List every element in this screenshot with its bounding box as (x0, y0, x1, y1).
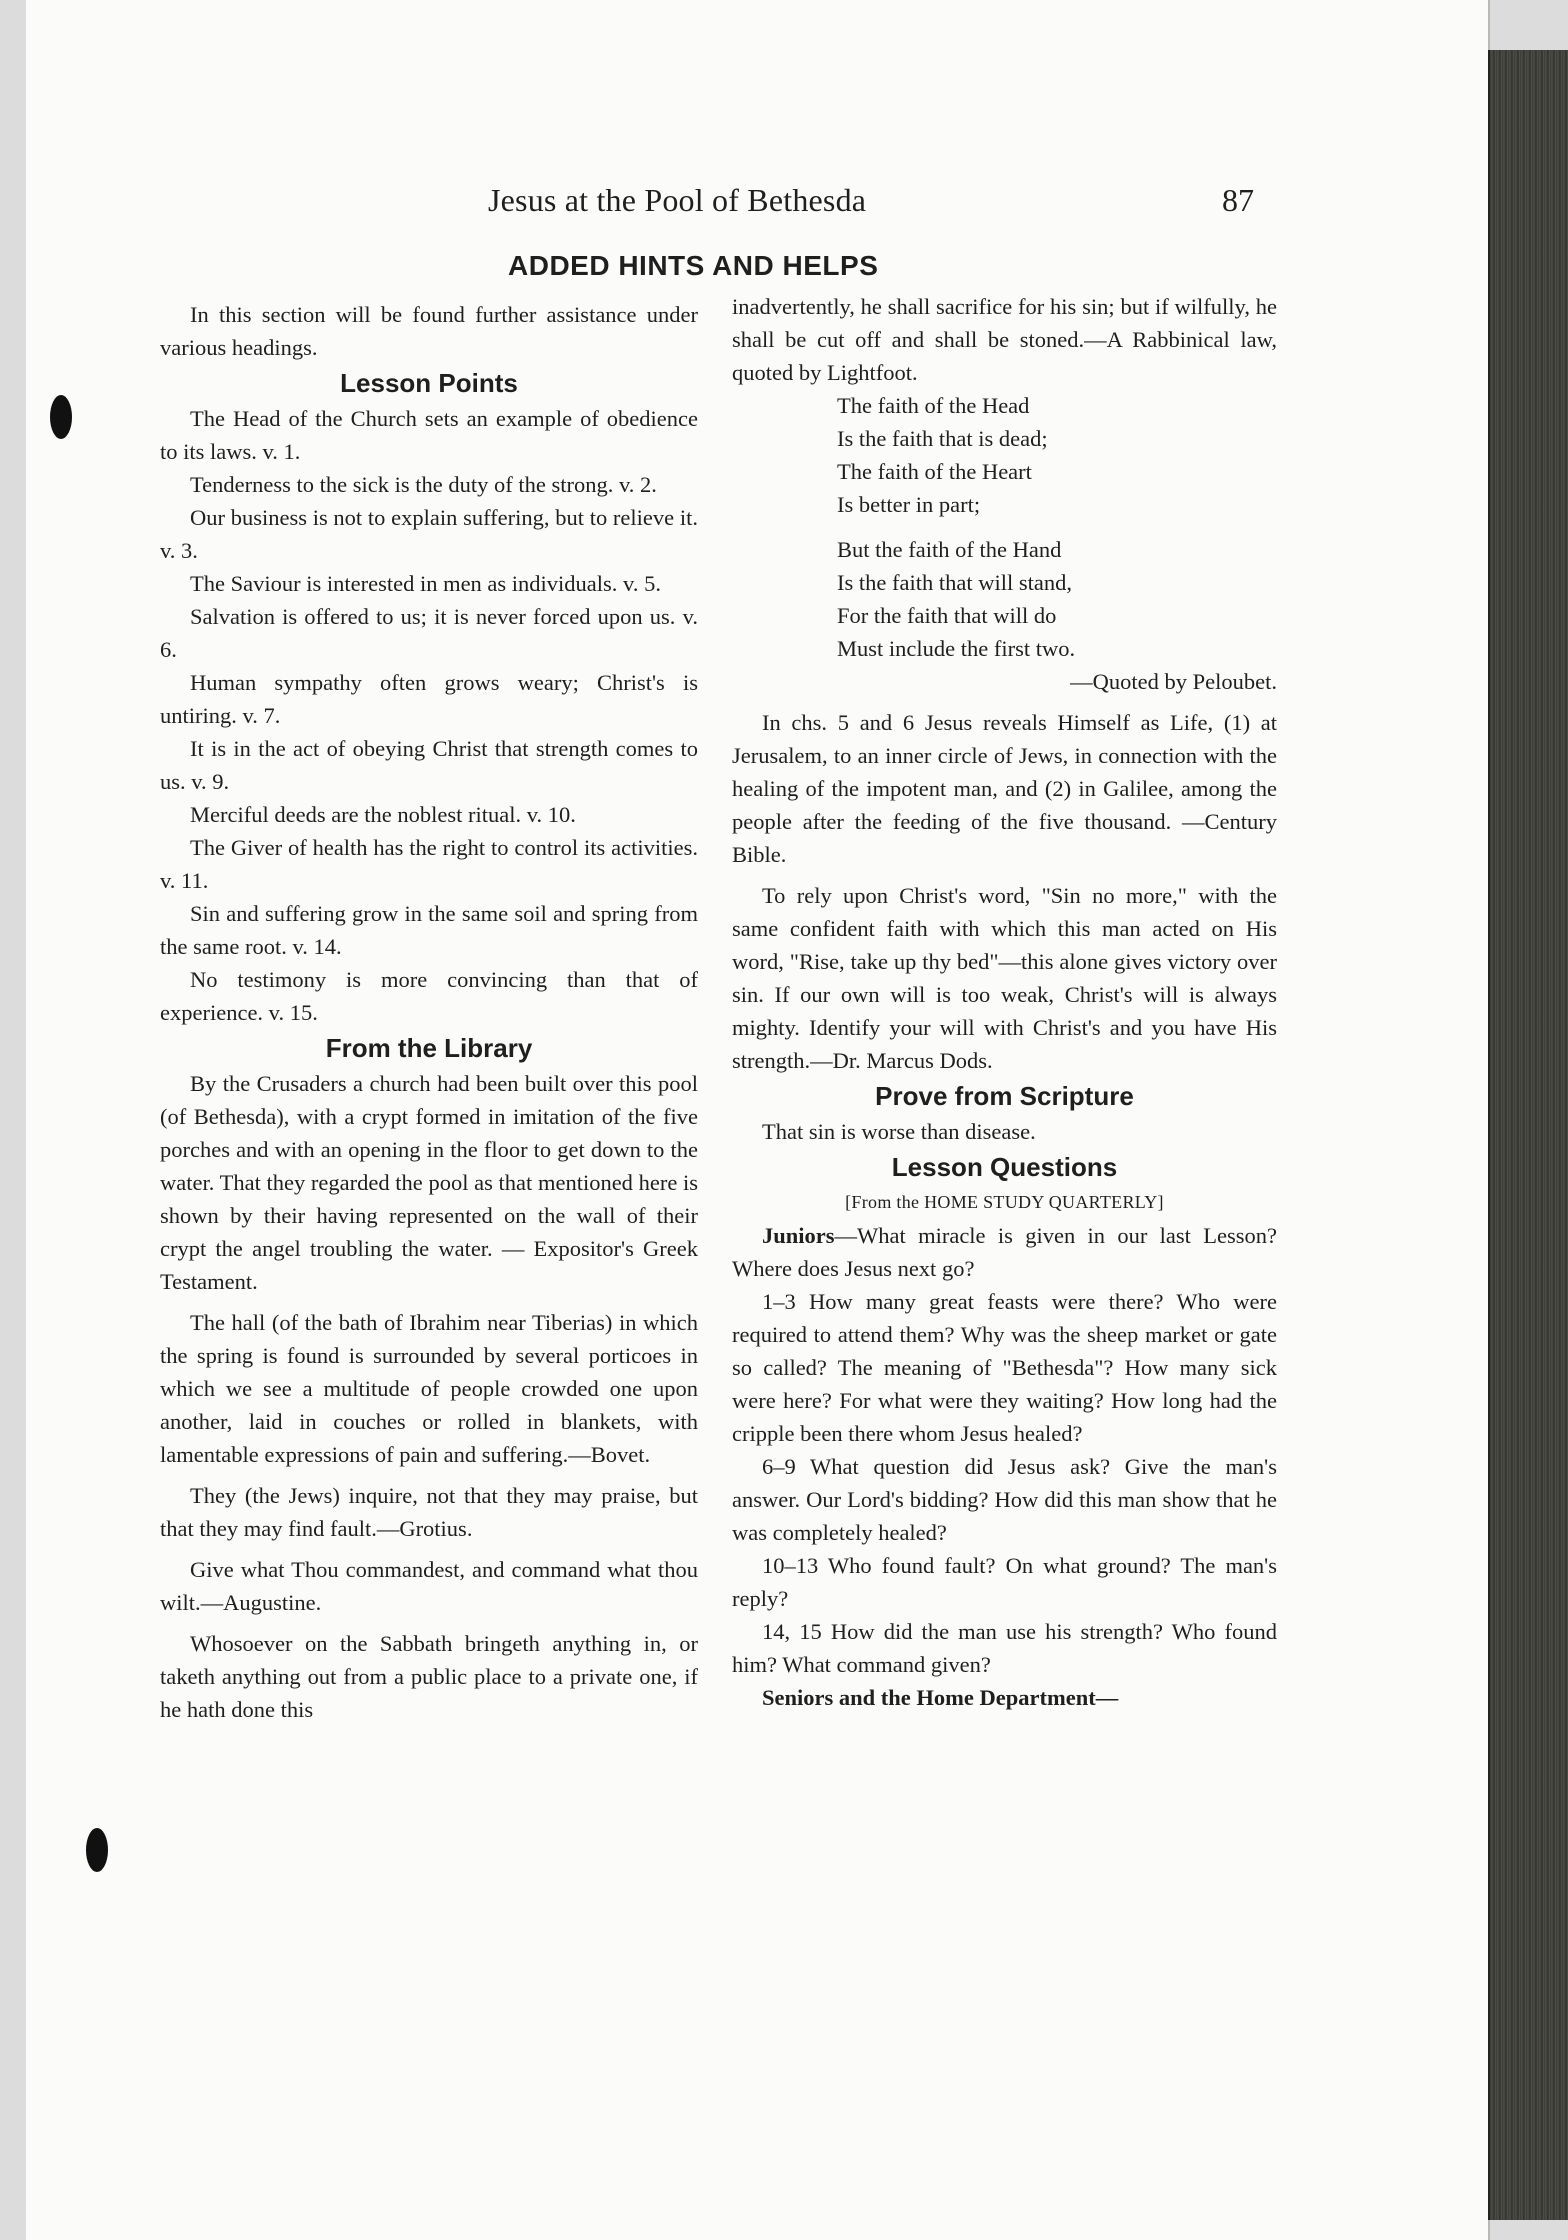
question-paragraph: 6–9 What question did Jesus ask? Give the man's answer. Our Lord's bidding? How did this man show that he was completely healed? (732, 1454, 1277, 1545)
poem-line: Is the faith that will stand, (837, 570, 1072, 595)
poem-line: Is better in part; (837, 492, 981, 517)
lesson-point: Salvation is offered to us; it is never forced upon us. v. 6. (160, 604, 698, 662)
seniors-label: Seniors and the Home Department— (762, 1685, 1119, 1710)
lesson-point: It is in the act of obeying Christ that strength comes to us. v. 9. (160, 736, 698, 794)
poem-attribution: —Quoted by Peloubet. (1070, 669, 1277, 694)
questions-source: [From the HOME STUDY QUARTERLY] (845, 1192, 1164, 1212)
prove-from-scripture-heading: Prove from Scripture (875, 1081, 1134, 1111)
juniors-paragraph (732, 1219, 1277, 1285)
lesson-point: Our business is not to explain suffering, but to relieve it. v. 3. (160, 505, 698, 563)
lesson-point: Human sympathy often grows weary; Christ's is untiring. v. 7. (160, 670, 698, 728)
poem-line: The faith of the Head (837, 393, 1030, 418)
running-header-title: Jesus at the Pool of Bethesda (488, 182, 867, 218)
library-paragraph: The hall (of the bath of Ibrahim near Tiberias) in which the spring is found is surrounded by several porticoes in which we see a multitude of people crowded one upon another, laid in couches or rolled in blankets, with lamentable expressions of pain and suffering.—Bovet. (160, 1310, 698, 1467)
poem-stanza-1 (732, 389, 1277, 521)
commentary-paragraph: To rely upon Christ's word, "Sin no more," with the same confident faith with which this man acted on His word, "Rise, take up thy bed"—this alone gives victory over sin. If our own will is too weak, Christ's will is always mighty. Identify your will with Christ's and you have His strength.—Dr. Marcus Dods. (732, 883, 1277, 1073)
library-paragraph: Give what Thou commandest, and command what thou wilt.—Augustine. (160, 1557, 698, 1615)
lesson-point: The Giver of health has the right to control its activities. v. 11. (160, 835, 698, 893)
question-paragraph: 1–3 How many great feasts were there? Who were required to attend them? Why was the sheep market or gate so called? The meaning of "Bethesda"? How many sick were here? For what were they waiting? How long had the cripple been there whom Jesus healed? (732, 1289, 1277, 1446)
library-paragraph: Whosoever on the Sabbath bringeth anything in, or taketh anything out from a public place to a private one, if he hath done this (160, 1631, 698, 1722)
poem-line: Must include the first two. (837, 636, 1076, 661)
page-number: 87 (1222, 182, 1254, 218)
library-heading: From the Library (325, 1033, 533, 1063)
commentary-paragraph: In chs. 5 and 6 Jesus reveals Himself as Life, (1) at Jerusalem, to an inner circle of Jews, in connection with the healing of the impotent man, and (2) in Galilee, among the people after the feeding of the five thousand. —Century Bible. (732, 710, 1277, 867)
lesson-point: No testimony is more convincing than that of experience. v. 15. (160, 967, 698, 1025)
right-column (732, 290, 1277, 1714)
binding-hole-upper (50, 395, 72, 439)
question-paragraph: 10–13 Who found fault? On what ground? The man's reply? (732, 1553, 1277, 1611)
question-paragraph: 14, 15 How did the man use his strength? Who found him? What command given? (732, 1619, 1277, 1677)
library-paragraph: By the Crusaders a church had been built over this pool (of Bethesda), with a crypt formed in imitation of the five porches and with an opening in the floor to get down to the water. That they regarded the pool as that mentioned here is shown by their having represented on the wall of their crypt the angel troubling the water. — Expositor's Greek Testament. (160, 1071, 698, 1294)
lesson-point: The Saviour is interested in men as individuals. v. 5. (190, 571, 661, 596)
lesson-questions-heading: Lesson Questions (891, 1152, 1118, 1182)
lesson-points-heading: Lesson Points (340, 368, 518, 398)
poem-line: For the faith that will do (837, 603, 1057, 628)
juniors-intro: —What miracle is given in our last Lesson? Where does Jesus next go? (732, 1223, 1277, 1281)
library-paragraph: They (the Jews) inquire, not that they may praise, but that they may find fault.—Grotius. (160, 1483, 698, 1541)
poem-line: The faith of the Heart (837, 459, 1032, 484)
continuation-paragraph: inadvertently, he shall sacrifice for his sin; but if wilfully, he shall be cut off and shall be stoned.—A Rabbinical law, quoted by Lightfoot. (732, 294, 1277, 385)
poem-line: But the faith of the Hand (837, 537, 1062, 562)
left-column (160, 298, 698, 1726)
binding-hole-lower (86, 1828, 108, 1872)
lesson-point: The Head of the Church sets an example of obedience to its laws. v. 1. (160, 406, 698, 464)
lesson-point: Tenderness to the sick is the duty of the strong. v. 2. (190, 472, 657, 497)
poem-stanza-2 (732, 533, 1277, 665)
section-heading: ADDED HINTS AND HELPS (508, 250, 879, 281)
intro-paragraph: In this section will be found further assistance under various headings. (160, 302, 698, 360)
poem-line: Is the faith that is dead; (837, 426, 1048, 451)
juniors-label: Juniors (762, 1223, 835, 1248)
lesson-point: Sin and suffering grow in the same soil and spring from the same root. v. 14. (160, 901, 698, 959)
lesson-point: Merciful deeds are the noblest ritual. v. 10. (190, 802, 576, 827)
book-page-edges (1488, 50, 1568, 2220)
prove-text: That sin is worse than disease. (762, 1119, 1036, 1144)
